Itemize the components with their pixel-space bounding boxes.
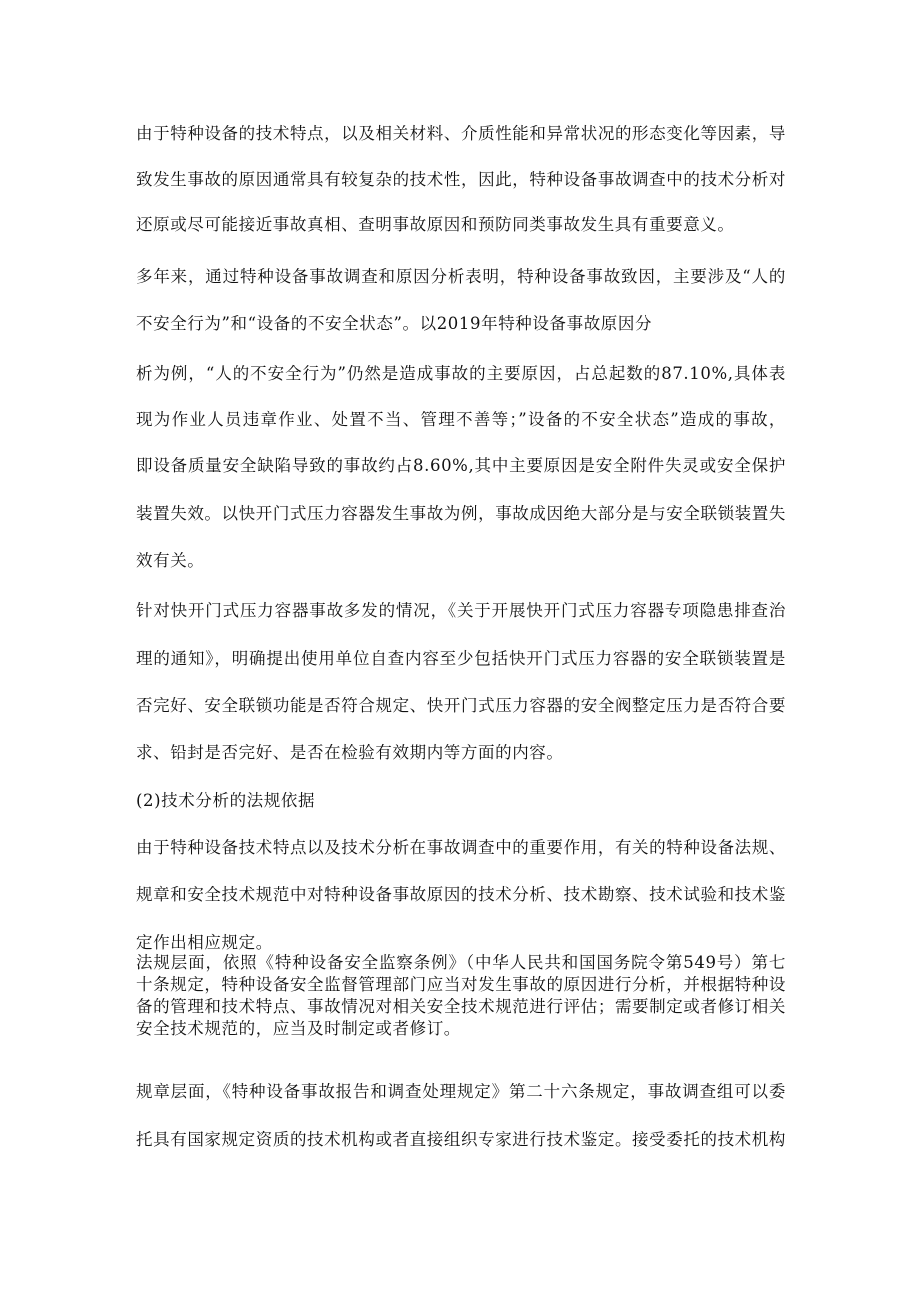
paragraph-2-line-4: 现为作业人员违章作业、处置不当、管理不善等；”设备的不安全状态”造成的事故， [136, 410, 786, 429]
paragraph-1-line-3: 还原或尽可能接近事故真相、查明事故原因和预防同类事故发生具有重要意义。 [136, 215, 735, 234]
paragraph-2-line-5: 即设备质量安全缺陷导致的事故约占8.60%,其中主要原因是安全附件失灵或安全保护 [136, 456, 786, 475]
paragraph-5-line-3: 备的管理和技术特点、事故情况对相关安全技术规范进行评估；需要制定或者修订相关 [136, 997, 786, 1016]
paragraph-2-line-1: 多年来，通过特种设备事故调查和原因分析表明，特种设备事故致因，主要涉及“人的 [136, 267, 786, 286]
paragraph-1-line-2: 致发生事故的原因通常具有较复杂的技术性，因此，特种设备事故调查中的技术分析对 [136, 170, 786, 189]
paragraph-2-line-7: 效有关。 [136, 551, 205, 570]
paragraph-6-line-2: 托具有国家规定资质的技术机构或者直接组织专家进行技术鉴定。接受委托的技术机构 [136, 1130, 786, 1149]
paragraph-2-line-3: 析为例，“人的不安全行为”仍然是造成事故的主要原因，占总起数的87.10%,具体表 [136, 364, 786, 383]
paragraph-5-line-1: 法规层面，依照《特种设备安全监察条例》（中华人民共和国国务院令第549号）第七 [136, 953, 786, 972]
paragraph-2-line-6: 装置失效。以快开门式压力容器发生事故为例，事故成因绝大部分是与安全联锁装置失 [136, 504, 786, 523]
paragraph-4-line-1: 由于特种设备技术特点以及技术分析在事故调查中的重要作用，有关的特种设备法规、 [136, 838, 786, 857]
paragraph-3-line-2: 理的通知》，明确提出使用单位自查内容至少包括快开门式压力容器的安全联锁装置是 [136, 649, 786, 668]
paragraph-4-line-3: 定作出相应规定。 [136, 933, 273, 952]
paragraph-3-line-1: 针对快开门式压力容器事故多发的情况，《关于开展快开门式压力容器专项隐患排查治 [136, 601, 786, 620]
section-heading: (2)技术分析的法规依据 [136, 791, 316, 810]
paragraph-3-line-3: 否完好、安全联锁功能是否符合规定、快开门式压力容器的安全阀整定压力是否符合要 [136, 696, 786, 715]
paragraph-6-line-1: 规章层面，《特种设备事故报告和调查处理规定》第二十六条规定，事故调查组可以委 [136, 1082, 786, 1101]
paragraph-2-line-2: 不安全行为”和“设备的不安全状态”。以2019年特种设备事故原因分 [136, 314, 653, 333]
paragraph-5-line-2: 十条规定，特种设备安全监督管理部门应当对发生事故的原因进行分析，并根据特种设 [136, 975, 786, 994]
paragraph-3-line-4: 求、铅封是否完好、是否在检验有效期内等方面的内容。 [136, 743, 564, 762]
paragraph-4-line-2: 规章和安全技术规范中对特种设备事故原因的技术分析、技术勘察、技术试验和技术鉴 [136, 885, 786, 904]
paragraph-1-line-1: 由于特种设备的技术特点，以及相关材料、介质性能和异常状况的形态变化等因素，导 [136, 124, 786, 143]
paragraph-5-line-4: 安全技术规范的，应当及时制定或者修订。 [136, 1019, 461, 1038]
paragraph-5 [136, 952, 786, 1040]
